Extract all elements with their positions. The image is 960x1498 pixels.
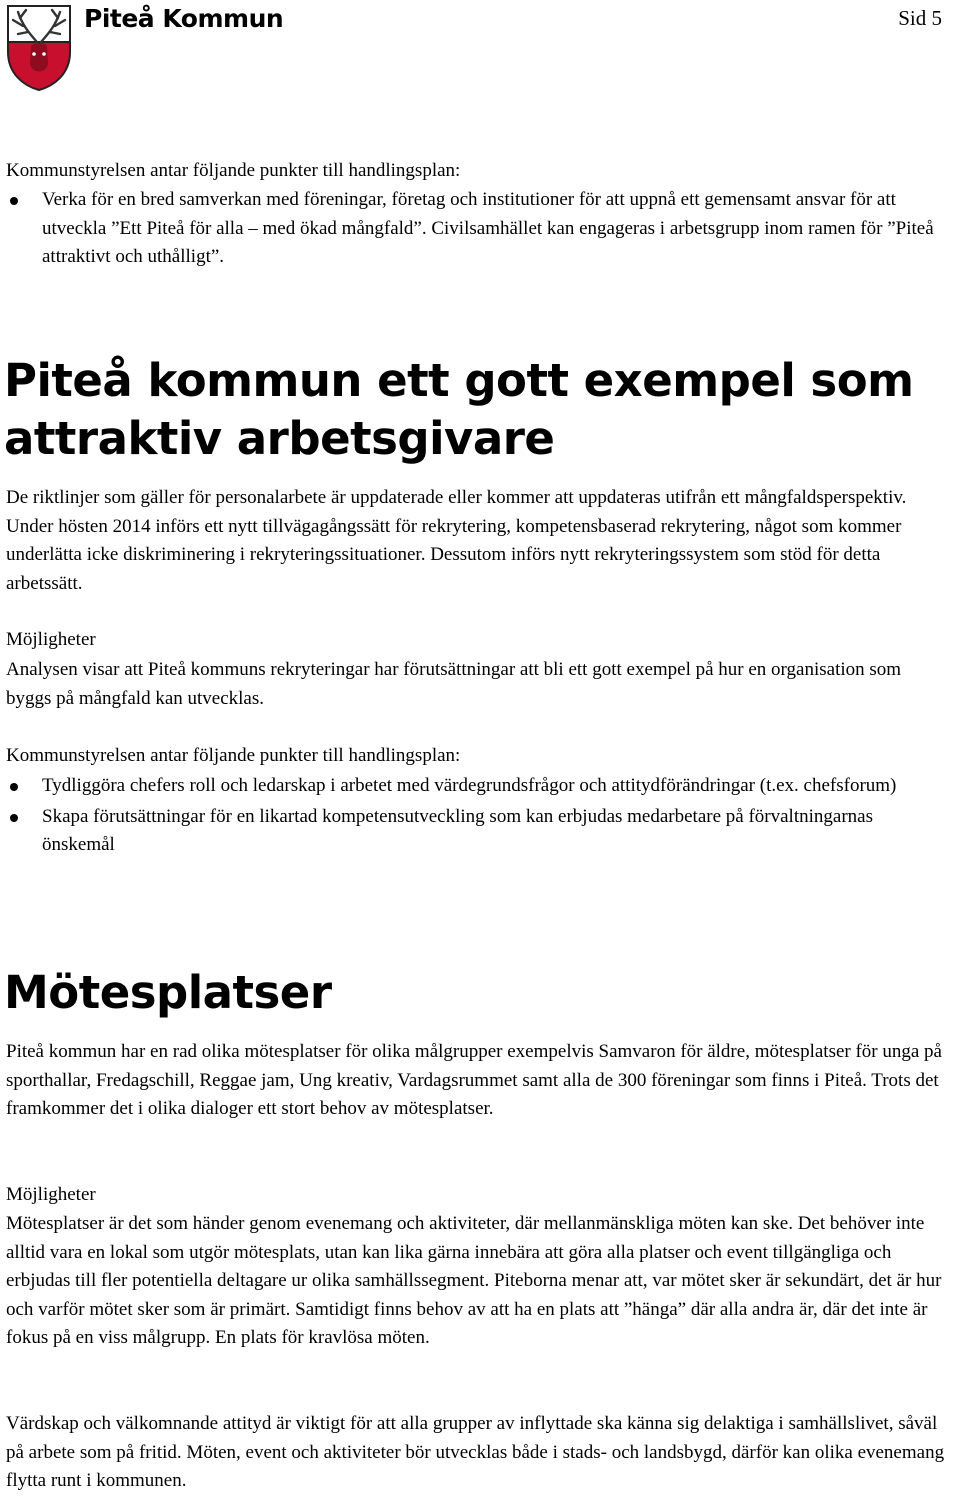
paragraph: De riktlinjer som gäller för personalarbete är uppdaterade eller kommer att uppdateras utifrån ett mångfaldsperspektiv. Under hösten 2014 införs ett nytt tillvägagångssätt för rekrytering, kompetensbaserad rekrytering, något som kommer underlätta icke diskriminering i rekryteringssituationer. Dessutom införs nytt rekryteringssystem som stöd för detta arbetssätt. [6, 487, 907, 594]
sublabel-mojligheter: Möjligheter [6, 629, 96, 650]
sublabel-mojligheter: Möjligheter [6, 1184, 96, 1205]
reindeer-shield-logo-icon [4, 2, 74, 92]
brand-name: Piteå Kommun [84, 4, 284, 33]
section-heading-arbetsgivare: Piteå kommun ett gott exempel som attraktiv arbetsgivare [4, 354, 914, 465]
bullet-list [0, 186, 945, 272]
page-number: Sid 5 [898, 6, 942, 30]
paragraph: Piteå kommun har en rad olika mötesplatser för olika målgrupper exempelvis Samvaron för äldre, mötesplatser för unga på sporthallar, Fredagschill, Reggae jam, Ung kreativ, Vardagsrummet samt alla de 300 föreningar som finns i Piteå. Trots det framkommer det i olika dialoger ett stort behov av mötesplatser. [6, 1041, 942, 1120]
paragraph: Mötesplatser är det som händer genom evenemang och aktiviteter, där mellanmänskliga möten kan ske. Det behöver inte alltid vara en lokal som utgör mötesplats, utan kan lika gärna innebära att göra alla platser och event tillgängliga och erbjudas till fler potentiella deltagare ur olika samhällssegment. Piteborna menar att, var mötet sker är sekundärt, det är hur och varför mötet sker som är primärt. Samtidigt finns behov av att ha en plats att ”hänga” där alla andra är, där det inte är fokus på en viss målgrupp. En plats för kravlösa möten. [6, 1213, 942, 1349]
paragraph: Analysen visar att Piteå kommuns rekryteringar har förutsättningar att bli ett gott exempel på hur en organisation som byggs på mångfald kan utvecklas. [6, 659, 902, 709]
handlingsplan-intro: Kommunstyrelsen antar följande punkter till handlingsplan: [6, 160, 461, 181]
page-header [0, 0, 960, 100]
list-item: Tydliggöra chefers roll och ledarskap i arbetet med värdegrundsfrågor och attitydförändringar (t.ex. chefsforum) [0, 772, 945, 801]
list-item: Skapa förutsättningar för en likartad kompetensutveckling som kan erbjudas medarbetare på förvaltningarnas önskemål [0, 803, 945, 860]
list-item: Verka för en bred samverkan med föreningar, företag och institutioner för att uppnå ett gemensamt ansvar för att utveckla ”Ett Piteå för alla – med ökad mångfald”. Civilsamhället kan engageras i arbetsgrupp inom ramen för ”Piteå attraktivt och uthålligt”. [0, 186, 945, 272]
paragraph: Värdskap och välkomnande attityd är viktigt för att alla grupper av inflyttade ska känna sig delaktiga i samhällslivet, såväl på arbete som på fritid. Möten, event och aktiviteter bör utvecklas både i stads- och landsbygd, därför kan olika evenemang flytta runt i kommunen. [6, 1413, 945, 1492]
section-heading-motesplatser: Mötesplatser [4, 966, 332, 1019]
handlingsplan-intro: Kommunstyrelsen antar följande punkter till handlingsplan: [6, 745, 461, 766]
bullet-list [0, 772, 945, 860]
